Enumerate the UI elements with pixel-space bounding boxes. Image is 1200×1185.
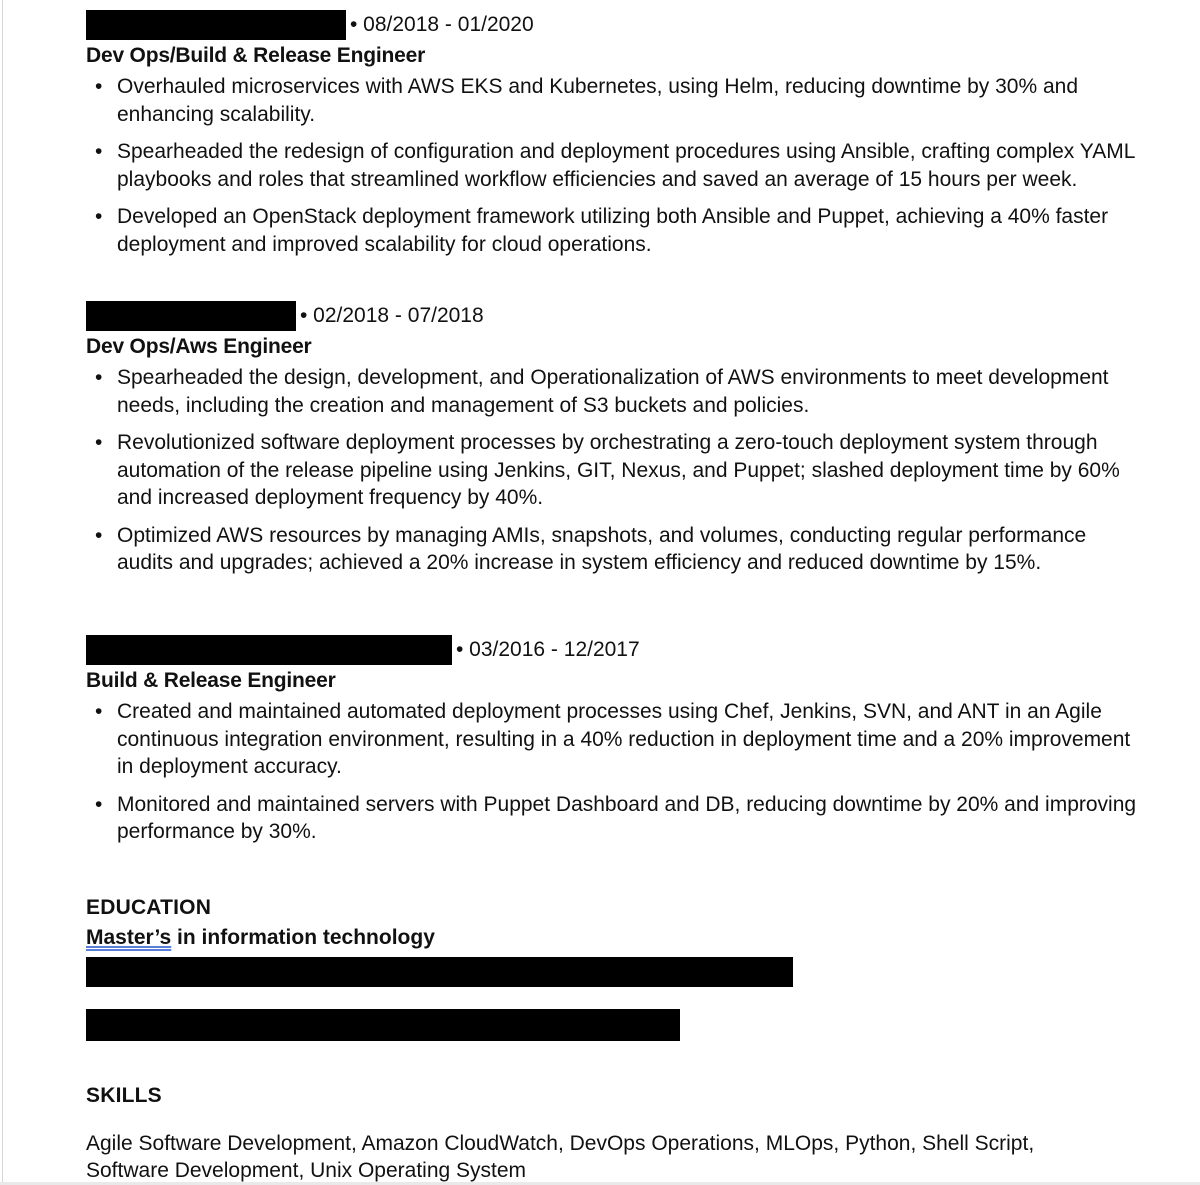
bullet-text: Spearheaded the redesign of configuration and deployment procedures using Ansible, crafting complex YAML playbooks and roles that streamlined workflow efficiencies and saved an average of 15 hours per week. <box>117 140 1135 191</box>
job-header <box>86 634 1146 666</box>
bullet-item <box>86 73 1146 128</box>
bullet-text: Overhauled microservices with AWS EKS and Kubernetes, using Helm, reducing downtime by 30% and enhancing scalability. <box>117 75 1079 126</box>
job-dates: • 03/2016 - 12/2017 <box>456 638 640 661</box>
bullet-item <box>86 522 1146 577</box>
bullet-item <box>86 203 1146 258</box>
job-bullets <box>86 698 1146 846</box>
bullet-text: Spearheaded the design, development, and Operationalization of AWS environments to meet development needs, including the creation and management of S3 buckets and policies. <box>117 366 1109 417</box>
job-header <box>86 300 1146 332</box>
job-entry <box>86 634 1146 856</box>
bullet-item <box>86 364 1146 419</box>
education-section <box>86 893 1146 953</box>
redacted-company <box>86 10 346 40</box>
degree-title <box>86 923 1146 953</box>
bullet-dot: • <box>95 366 103 389</box>
job-bullets <box>86 73 1146 258</box>
bullet-dot: • <box>95 140 103 163</box>
bullet-item <box>86 791 1146 846</box>
bullet-dot: • <box>95 792 103 816</box>
bullet-dot: • <box>95 431 103 454</box>
skills-section <box>86 1081 1146 1184</box>
bullet-dot: • <box>95 700 103 723</box>
bullet-dot: • <box>95 205 103 228</box>
job-entry <box>86 9 1146 268</box>
redacted-school <box>86 957 793 987</box>
redacted-company <box>86 301 296 331</box>
bullet-dot: • <box>95 75 103 98</box>
job-dates: • 08/2018 - 01/2020 <box>350 13 534 36</box>
bullet-item <box>86 429 1146 512</box>
bullet-text: Monitored and maintained servers with Puppet Dashboard and DB, reducing downtime by 20% and improving performance by 30%. <box>117 792 1137 843</box>
degree-word: Master’s <box>86 926 172 949</box>
bullet-dot: • <box>95 523 103 547</box>
job-title: Build & Release Engineer <box>86 669 336 692</box>
job-title: Dev Ops/Aws Engineer <box>86 335 312 358</box>
job-header <box>86 9 1146 41</box>
job-title: Dev Ops/Build & Release Engineer <box>86 44 426 67</box>
bullet-text: Revolutionized software deployment processes by orchestrating a zero-touch deployment system through automation of the release pipeline using Jenkins, GIT, Nexus, and Puppet; slashed deployment time by 60% and increased deployment frequency by 40%. <box>117 431 1120 509</box>
job-dates: • 02/2018 - 07/2018 <box>300 304 484 327</box>
skills-heading: SKILLS <box>86 1084 162 1107</box>
degree-rest: in information technology <box>171 926 435 949</box>
redacted-location <box>86 1009 680 1041</box>
page-left-edge <box>2 0 3 1185</box>
redacted-company <box>86 635 452 665</box>
job-entry <box>86 300 1146 587</box>
job-bullets <box>86 364 1146 577</box>
bullet-text: Created and maintained automated deployment processes using Chef, Jenkins, SVN, and ANT in an Agile continuous integration environment, resulting in a 40% reduction in deployment time and a 20% improvement in deployment accuracy. <box>117 700 1131 778</box>
bullet-item <box>86 698 1146 781</box>
bullet-text: Developed an OpenStack deployment framework utilizing both Ansible and Puppet, achieving a 40% faster deployment and improved scalability for cloud operations. <box>117 205 1109 256</box>
bullet-item <box>86 138 1146 193</box>
education-heading: EDUCATION <box>86 896 212 919</box>
bullet-text: Optimized AWS resources by managing AMIs, snapshots, and volumes, conducting regular performance audits and upgrades; achieved a 20% increase in system efficiency and reduced downtime by 15%. <box>117 523 1087 574</box>
skills-list: Agile Software Development, Amazon CloudWatch, DevOps Operations, MLOps, Python, Shell Script, Software Development, Unix Operating System <box>86 1132 1035 1182</box>
